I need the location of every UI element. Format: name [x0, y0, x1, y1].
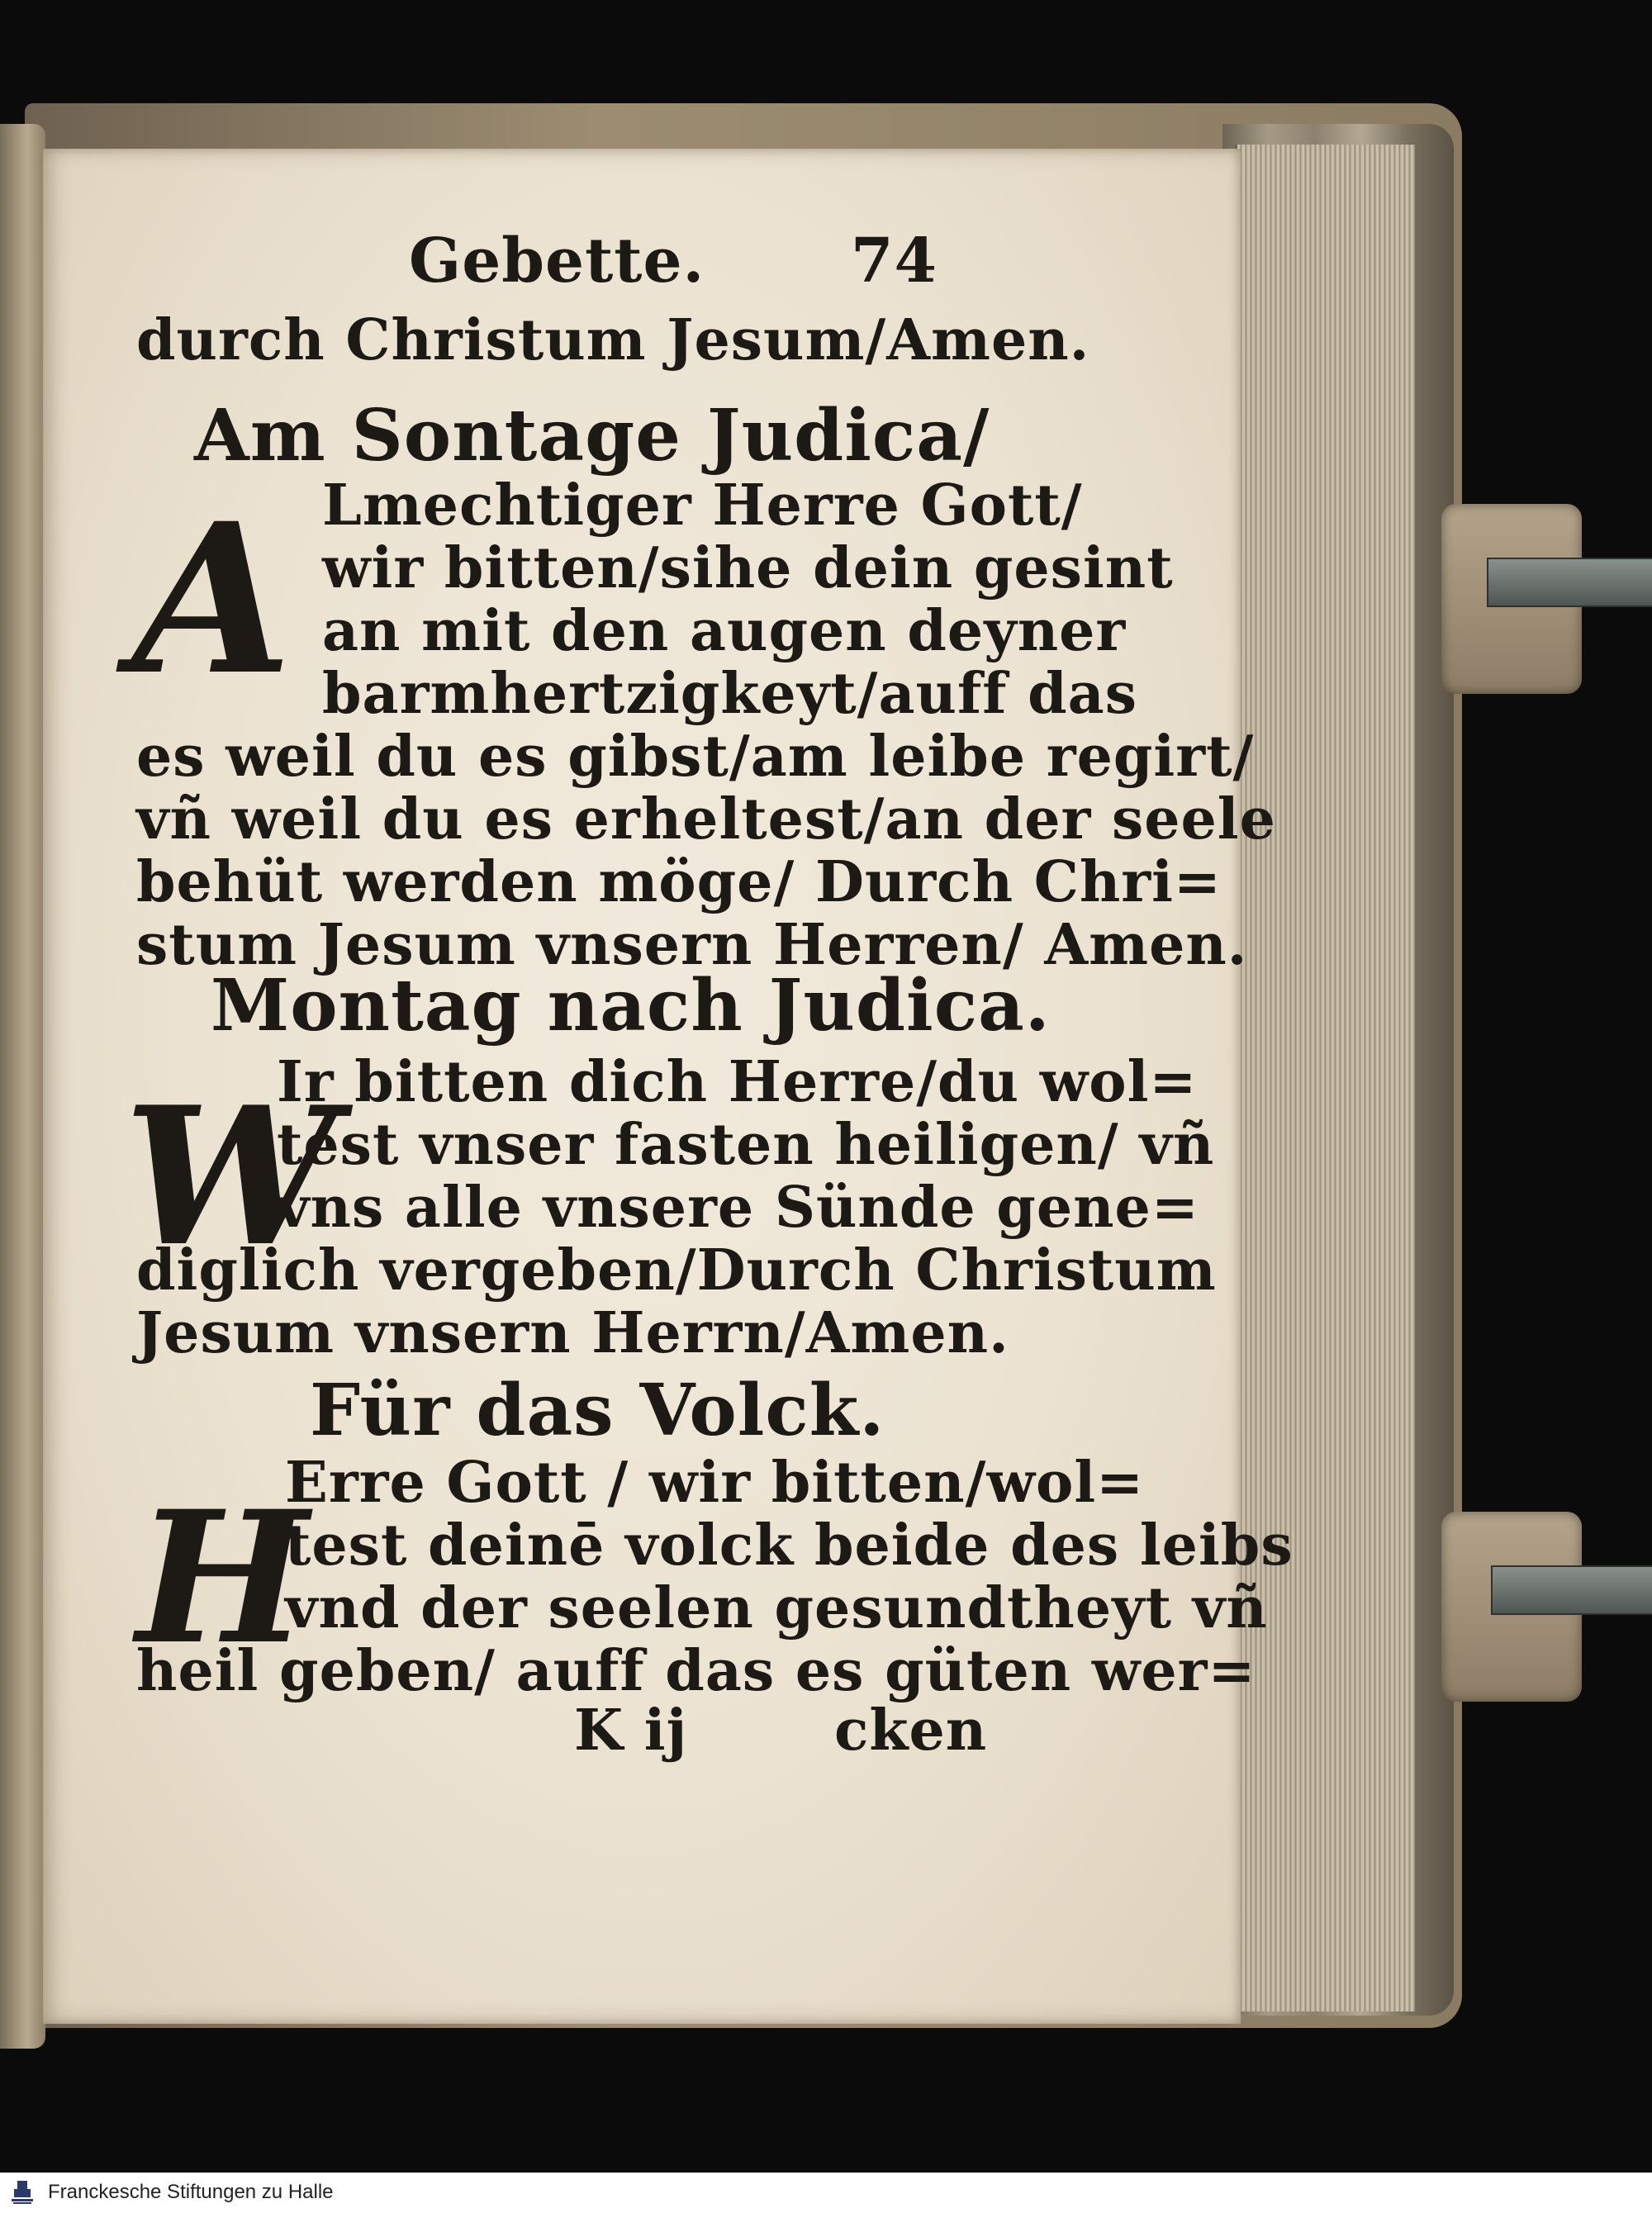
page-number: 74: [851, 226, 938, 297]
section-heading: Am Sontage Judica/: [194, 394, 990, 477]
text-line: an mit den augen deyner: [322, 598, 1127, 664]
text-line: vñ weil du es erheltest/an der seele: [136, 786, 1276, 852]
text-line: barmhertzigkeyt/auff das: [322, 661, 1138, 727]
text-line: Erre Gott / wir bitten/wol=: [285, 1450, 1145, 1516]
text-line: test vnser fasten heiligen/ vñ: [277, 1112, 1215, 1178]
institution-name: Franckesche Stiftungen zu Halle: [48, 2181, 334, 2203]
text-line: test deinē volck beide des leibs: [285, 1513, 1294, 1579]
text-line: Lmechtiger Herre Gott/: [322, 473, 1083, 539]
text-line: diglich vergeben/Durch Christum: [136, 1237, 1217, 1304]
text-line: behüt werden möge/ Durch Chri=: [136, 849, 1222, 915]
dropcap-W: W: [124, 1066, 338, 1289]
institution-logo-icon: [10, 2179, 35, 2206]
running-head: Gebette.: [409, 226, 705, 297]
text-line: Ir bitten dich Herre/du wol=: [277, 1049, 1198, 1115]
footer-bar: [0, 2173, 1652, 2213]
section-heading: Für das Volck.: [310, 1369, 885, 1452]
text-line: wir bitten/sihe dein gesint: [322, 535, 1174, 601]
facing-page-edge: [0, 124, 45, 2049]
upper-clasp-bar: [1487, 558, 1652, 607]
text-line: vnd der seelen gesundtheyt vñ: [285, 1575, 1268, 1641]
page-edges: [1235, 145, 1415, 2011]
text-line: stum Jesum vnsern Herren/ Amen.: [136, 912, 1248, 978]
dropcap-H: H: [136, 1470, 308, 1684]
text-line: Jesum vnsern Herrn/Amen.: [136, 1300, 1009, 1366]
text-line: heil geben/ auff das es güten wer=: [136, 1638, 1256, 1704]
signature-mark: K ij: [574, 1698, 688, 1764]
dropcap-A: A: [132, 477, 292, 720]
catchword: cken: [834, 1698, 988, 1764]
lower-clasp-bar: [1491, 1565, 1652, 1615]
text-line: es weil du es gibst/am leibe regirt/: [136, 724, 1255, 790]
text-line: vns alle vnsere Sünde gene=: [277, 1175, 1199, 1241]
section-heading: Montag nach Judica.: [211, 964, 1051, 1047]
text-line: durch Christum Jesum/Amen.: [136, 307, 1090, 373]
